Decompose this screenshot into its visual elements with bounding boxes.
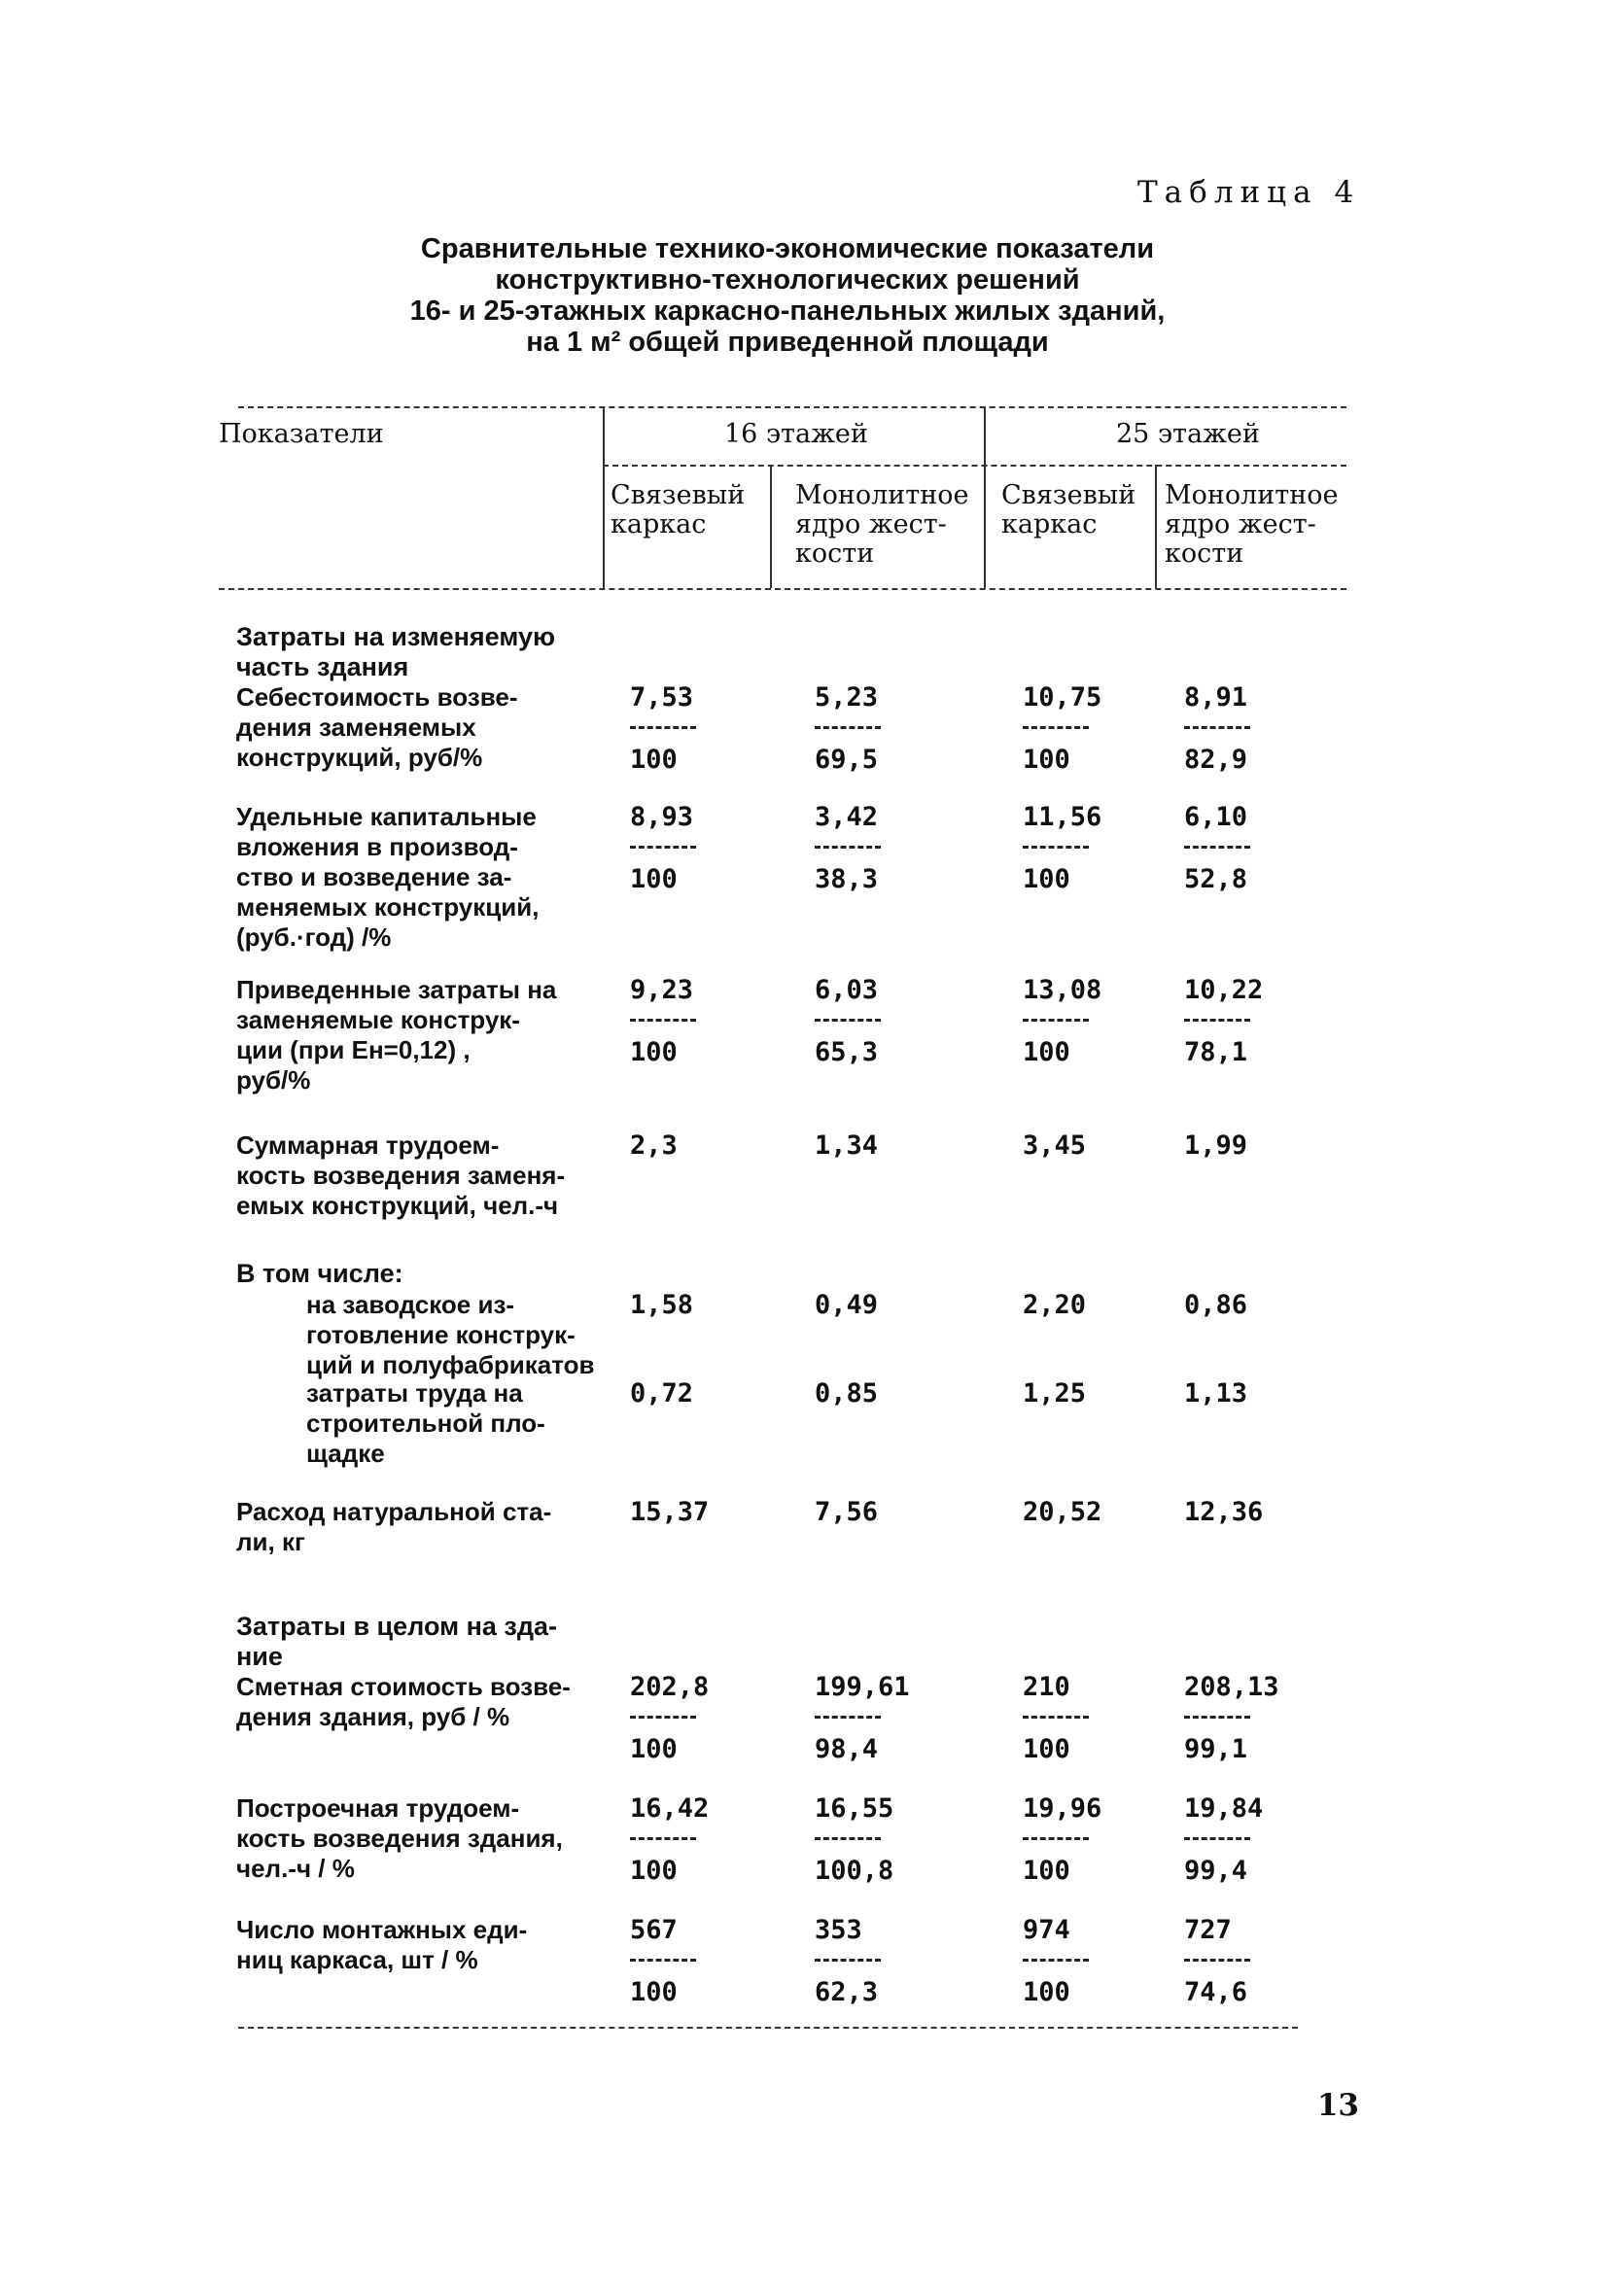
cell-value: 6,10 [1184, 802, 1248, 832]
fraction-rule [630, 1959, 696, 1979]
cell-percent: 100 [1023, 864, 1070, 894]
fraction-rule [1023, 1716, 1089, 1736]
table-cell [815, 975, 881, 1067]
cell-percent: 62,3 [815, 1977, 879, 2007]
cell-value: 2,3 [630, 1131, 678, 1161]
row-label: Удельные капитальные вложения в производ- ство и возведение за- меняемых конструкций, (руб.·год) /% [236, 802, 540, 952]
cell-value: 208,13 [1184, 1672, 1279, 1702]
cell-percent: 100 [630, 1977, 678, 2007]
fraction-rule [815, 726, 881, 747]
table-cell [815, 1497, 878, 1527]
row-label: Сметная стоимость возве- дения здания, руб / % [236, 1672, 571, 1731]
cell-value: 567 [630, 1915, 678, 1945]
section-whole-building: Затраты в целом на зда- ние [236, 1612, 557, 1671]
title-line: Сравнительные технико-экономические показатели [420, 233, 1155, 264]
title-line: 16- и 25-этажных каркасно-панельных жилых зданий, [409, 296, 1166, 327]
row-label: Приведенные затраты на заменяемые конструк- ции (при Eн=0,12) , руб/% [236, 975, 557, 1095]
table-cell [1023, 1290, 1086, 1320]
table-cell [1023, 1131, 1086, 1161]
cell-value: 12,36 [1184, 1497, 1264, 1527]
cell-value: 20,52 [1023, 1497, 1102, 1527]
fraction-rule [1184, 1959, 1250, 1979]
cell-value: 3,45 [1023, 1131, 1087, 1161]
header-col-4: Монолитное ядро жест- кости [1165, 480, 1339, 569]
table-cell [1023, 682, 1101, 775]
column-divider [603, 406, 605, 588]
fraction-rule [630, 726, 696, 747]
table-cell [1023, 1378, 1086, 1409]
cell-value: 1,25 [1023, 1378, 1087, 1409]
cell-value: 19,96 [1023, 1793, 1102, 1824]
table-cell [1023, 1915, 1089, 2007]
cell-value: 10,75 [1023, 682, 1102, 713]
fraction-rule [630, 1716, 696, 1736]
cell-percent: 100 [1023, 1037, 1070, 1067]
cell-value: 1,13 [1184, 1378, 1248, 1409]
table-cell [815, 1290, 878, 1320]
fraction-rule [1023, 1837, 1089, 1858]
row-label: Суммарная трудоем- кость возведения заменя- емых конструкций, чел.-ч [236, 1131, 566, 1220]
cell-value: 210 [1023, 1672, 1070, 1702]
table-cell [1023, 1793, 1101, 1886]
cell-value: 10,22 [1184, 975, 1264, 1005]
cell-value: 8,91 [1184, 682, 1248, 713]
fraction-rule [1184, 1837, 1250, 1858]
fraction-rule [1023, 1019, 1089, 1039]
cell-value: 353 [815, 1915, 862, 1945]
table-cell [630, 1672, 709, 1764]
header-16-floors: 16 этажей [724, 419, 868, 449]
cell-value: 9,23 [630, 975, 694, 1005]
table-cell [1023, 975, 1101, 1067]
table-cell [1023, 1672, 1089, 1764]
fraction-rule [630, 846, 696, 866]
table-cell [815, 1915, 881, 2007]
table-top-rule [238, 406, 1346, 408]
table-cell [1184, 682, 1250, 775]
fraction-rule [1184, 1716, 1250, 1736]
fraction-rule [815, 1959, 881, 1979]
cell-value: 19,84 [1184, 1793, 1264, 1824]
cell-value: 15,37 [630, 1497, 710, 1527]
table-cell [1184, 1497, 1263, 1527]
table-cell [630, 1290, 693, 1320]
fraction-rule [1184, 846, 1250, 866]
table-cell [630, 802, 696, 894]
cell-value: 202,8 [630, 1672, 710, 1702]
table-cell [815, 1793, 893, 1886]
cell-percent: 52,8 [1184, 864, 1248, 894]
cell-value: 11,56 [1023, 802, 1102, 832]
cell-percent: 100,8 [815, 1856, 894, 1886]
cell-percent: 38,3 [815, 864, 879, 894]
cell-value: 7,53 [630, 682, 694, 713]
table-cell [1184, 802, 1250, 894]
cell-value: 1,58 [630, 1290, 694, 1320]
table-cell [815, 1672, 910, 1764]
cell-value: 0,72 [630, 1378, 694, 1409]
fraction-rule [815, 1837, 881, 1858]
table-cell [1184, 1131, 1247, 1161]
cell-percent: 100 [630, 864, 678, 894]
header-col-2: Монолитное ядро жест- кости [795, 480, 969, 569]
cell-value: 6,03 [815, 975, 879, 1005]
row-label: Построечная трудоем- кость возведения здания, чел.-ч / % [236, 1793, 563, 1883]
table-cell [630, 682, 696, 775]
cell-value: 727 [1184, 1915, 1232, 1945]
table-cell [630, 1915, 696, 2007]
row-label: Расход натуральной ста- ли, кг [236, 1497, 552, 1556]
table-cell [815, 802, 881, 894]
table-cell [815, 1131, 878, 1161]
title-line: на 1 м² общей приведенной площади [526, 327, 1049, 358]
cell-percent: 100 [630, 1037, 678, 1067]
fraction-rule [1184, 1019, 1250, 1039]
section-variable-part: Затраты на изменяемую часть здания [236, 622, 556, 681]
cell-value: 8,93 [630, 802, 694, 832]
cell-percent: 99,1 [1184, 1734, 1248, 1764]
cell-percent: 100 [630, 1856, 678, 1886]
cell-value: 2,20 [1023, 1290, 1087, 1320]
section-including: В том числе: [236, 1259, 403, 1288]
subheader-rule [603, 465, 1346, 467]
table-cell [1023, 802, 1101, 894]
fraction-rule [630, 1019, 696, 1039]
cell-percent: 100 [630, 1734, 678, 1764]
title-line: конструктивно-технологических решений [495, 264, 1080, 296]
cell-percent: 100 [1023, 1734, 1070, 1764]
cell-percent: 74,6 [1184, 1977, 1248, 2007]
row-label: затраты труда на строительной пло- щадке [306, 1378, 545, 1468]
cell-value: 16,55 [815, 1793, 894, 1824]
table-cell [630, 1378, 693, 1409]
fraction-rule [815, 1019, 881, 1039]
header-col-3: Связевый каркас [1001, 480, 1136, 539]
cell-value: 0,85 [815, 1378, 879, 1409]
row-label: Себестоимость возве- дения заменяемых конструкций, руб/% [236, 682, 518, 772]
table-cell [1184, 1290, 1247, 1320]
cell-percent: 78,1 [1184, 1037, 1248, 1067]
header-col-1: Связевый каркас [611, 480, 746, 539]
row-label: Число монтажных еди- ниц каркаса, шт / % [236, 1915, 528, 1974]
cell-value: 16,42 [630, 1793, 710, 1824]
table-cell [630, 1131, 678, 1161]
header-bottom-rule [219, 588, 1346, 590]
cell-percent: 98,4 [815, 1734, 879, 1764]
cell-percent: 100 [1023, 1856, 1070, 1886]
table-bottom-rule [238, 2027, 1298, 2029]
table-cell [1184, 975, 1263, 1067]
fraction-rule [815, 1716, 881, 1736]
cell-value: 7,56 [815, 1497, 879, 1527]
table-title [194, 233, 1380, 358]
table-cell [1184, 1672, 1279, 1764]
cell-percent: 69,5 [815, 745, 879, 775]
table-cell [1184, 1378, 1247, 1409]
row-label: на заводское из- готовление конструк- ций и полуфабрикатов [306, 1290, 595, 1379]
cell-value: 5,23 [815, 682, 879, 713]
page-number: 13 [1316, 2088, 1359, 2123]
cell-percent: 99,4 [1184, 1856, 1248, 1886]
fraction-rule [1023, 1959, 1089, 1979]
cell-value: 1,34 [815, 1131, 879, 1161]
column-divider [984, 406, 986, 588]
cell-value: 0,86 [1184, 1290, 1248, 1320]
fraction-rule [1023, 846, 1089, 866]
table-cell [1023, 1497, 1101, 1527]
fraction-rule [1023, 726, 1089, 747]
cell-value: 199,61 [815, 1672, 910, 1702]
table-cell [815, 682, 881, 775]
cell-value: 0,49 [815, 1290, 879, 1320]
cell-percent: 82,9 [1184, 745, 1248, 775]
table-cell [630, 975, 696, 1067]
cell-percent: 65,3 [815, 1037, 879, 1067]
cell-value: 13,08 [1023, 975, 1102, 1005]
cell-value: 3,42 [815, 802, 879, 832]
table-cell [630, 1793, 709, 1886]
cell-percent: 100 [630, 745, 678, 775]
table-cell [1184, 1915, 1250, 2007]
header-indicators: Показатели [219, 419, 384, 449]
header-25-floors: 25 этажей [1116, 419, 1260, 449]
table-cell [630, 1497, 709, 1527]
table-label: Таблица 4 [1137, 175, 1361, 210]
fraction-rule [1184, 726, 1250, 747]
fraction-rule [815, 846, 881, 866]
cell-value: 974 [1023, 1915, 1070, 1945]
column-divider [770, 465, 772, 588]
cell-value: 1,99 [1184, 1131, 1248, 1161]
cell-percent: 100 [1023, 745, 1070, 775]
table-cell [815, 1378, 878, 1409]
column-divider [1155, 465, 1157, 588]
table-cell [1184, 1793, 1263, 1886]
fraction-rule [630, 1837, 696, 1858]
cell-percent: 100 [1023, 1977, 1070, 2007]
